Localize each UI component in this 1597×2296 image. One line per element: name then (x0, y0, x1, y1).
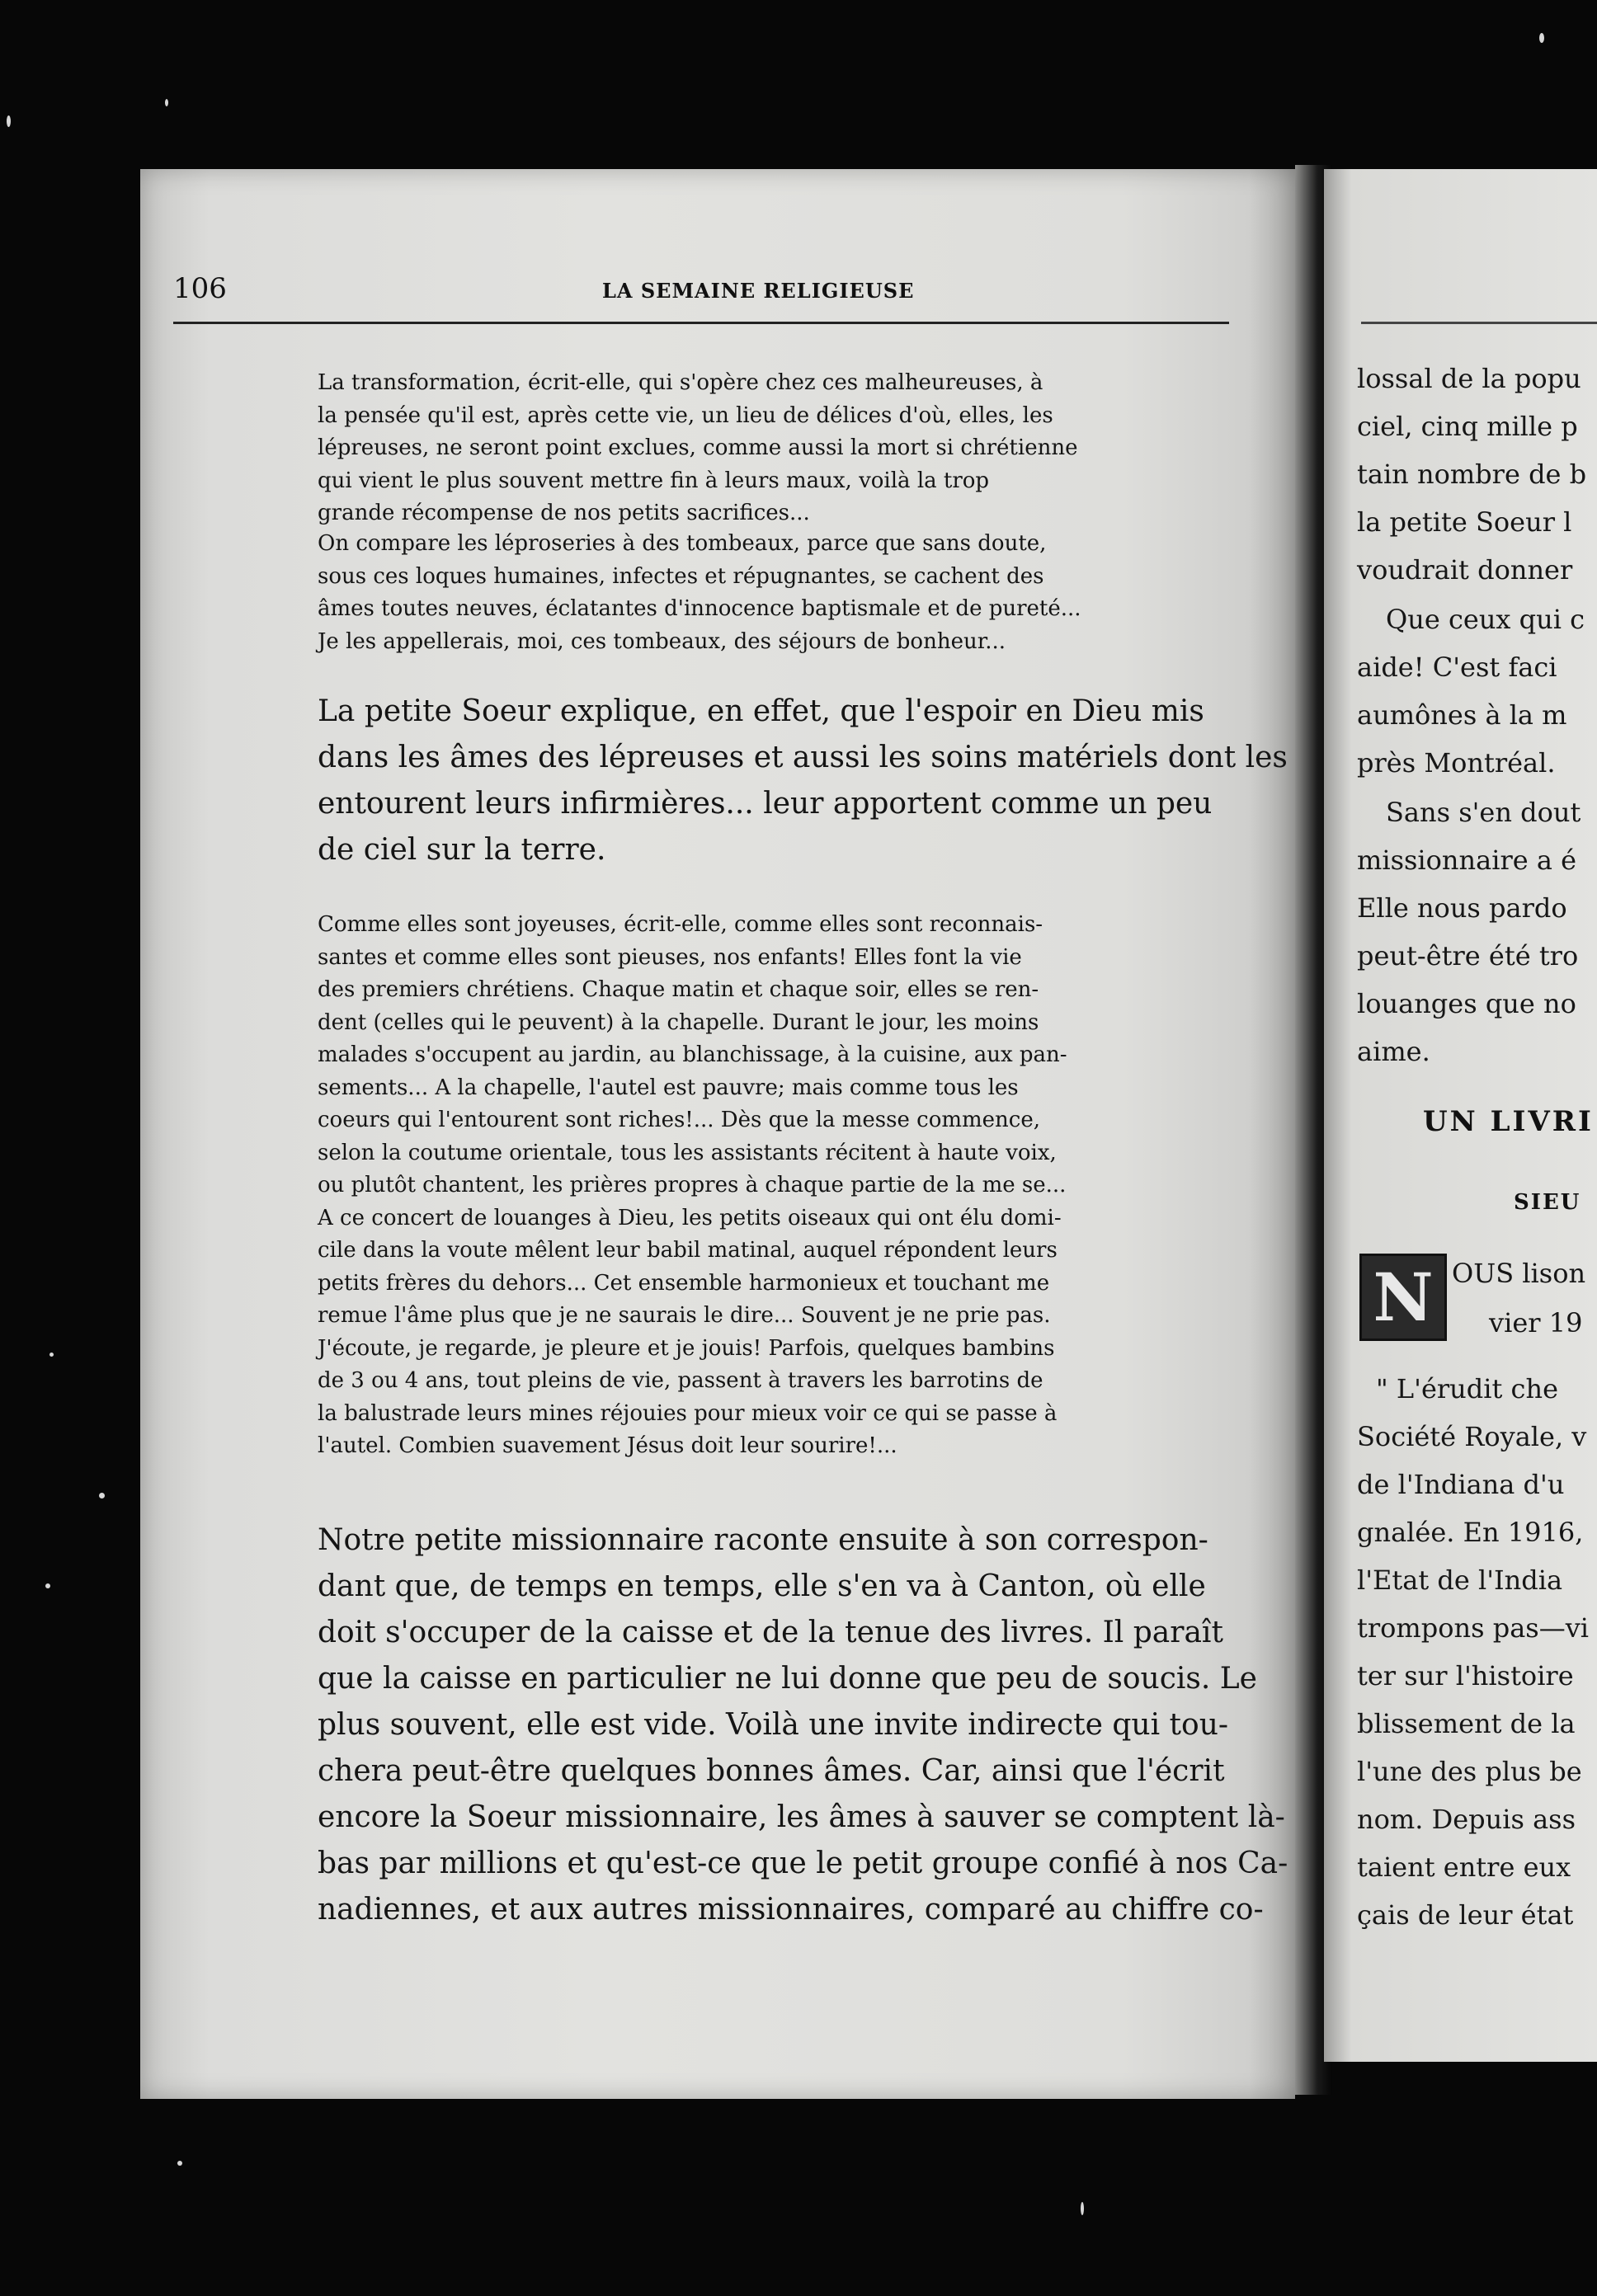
text-line: la pensée qu'il est, après cette vie, un lieu de délices d'où, elles, les (318, 402, 1053, 428)
right-text-line: vier 19 (1489, 1307, 1583, 1339)
right-text-line: çais de leur état (1357, 1899, 1574, 1931)
text-line: Notre petite missionnaire raconte ensuite à son correspon- (318, 1523, 1208, 1557)
right-text-line: aumônes à la m (1357, 699, 1567, 731)
header-rule (173, 322, 1229, 324)
page-number: 106 (173, 272, 227, 305)
text-line: sous ces loques humaines, infectes et répugnantes, se cachent des (318, 563, 1044, 589)
page-header (173, 272, 1225, 322)
text-line: malades s'occupent au jardin, au blanchissage, à la cuisine, aux pan- (318, 1042, 1067, 1067)
right-text-line: Elle nous pardo (1357, 892, 1567, 924)
text-line: remue l'âme plus que je ne saurais le dire... Souvent je ne prie pas. (318, 1303, 1051, 1328)
right-text-line: peut-être été tro (1357, 940, 1579, 972)
text-line: cile dans la voute mêlent leur babil matinal, auquel répondent leurs (318, 1238, 1058, 1263)
right-text-line: près Montréal. (1357, 747, 1556, 779)
right-text-line: aide! C'est faci (1357, 652, 1557, 683)
quote-block-3 (318, 909, 1241, 1463)
text-line: J'écoute, je regarde, je pleure et je jouis! Parfois, quelques bambins (318, 1335, 1055, 1361)
text-line: entourent leurs infirmières... leur apportent comme un peu (318, 787, 1213, 821)
right-text-line: de l'Indiana d'u (1357, 1469, 1565, 1500)
right-text-line: tain nombre de b (1357, 459, 1587, 490)
text-line: coeurs qui l'entourent sont riches!... Dès que la messe commence, (318, 1108, 1041, 1132)
right-text-line: blissement de la (1357, 1708, 1576, 1739)
text-line: chera peut-être quelques bonnes âmes. Car, ainsi que l'écrit (318, 1754, 1225, 1788)
text-line: ou plutôt chantent, les prières propres à chaque partie de la me se... (318, 1173, 1067, 1197)
text-line: de ciel sur la terre. (318, 833, 606, 867)
right-text-line: la petite Soeur l (1357, 506, 1572, 538)
section-heading: UN LIVRI (1423, 1105, 1594, 1138)
right-text-line: l'une des plus be (1357, 1756, 1582, 1787)
right-text-line: Sans s'en dout (1386, 797, 1581, 828)
text-line: plus souvent, elle est vide. Voilà une invite indirecte qui tou- (318, 1708, 1229, 1742)
text-line: On compare les léproseries à des tombeaux, parce que sans doute, (318, 531, 1047, 556)
text-line: Comme elles sont joyeuses, écrit-elle, comme elles sont reconnais- (318, 912, 1043, 937)
text-line: encore la Soeur missionnaire, les âmes à sauver se comptent là- (318, 1800, 1285, 1834)
right-text-line: trompons pas—vi (1357, 1612, 1590, 1644)
right-text-line: " L'érudit che (1376, 1373, 1558, 1404)
running-title: LA SEMAINE RELIGIEUSE (602, 279, 915, 303)
text-line: âmes toutes neuves, éclatantes d'innocence baptismale et de pureté... (318, 596, 1081, 621)
text-line: lépreuses, ne seront point exclues, comme aussi la mort si chrétienne (318, 435, 1078, 460)
right-text-line: Société Royale, v (1357, 1421, 1587, 1452)
paragraph-1 (318, 689, 1288, 873)
right-text-line: ciel, cinq mille p (1357, 411, 1578, 442)
right-text-line: lossal de la popu (1357, 363, 1581, 394)
text-line: que la caisse en particulier ne lui donne que peu de soucis. Le (318, 1662, 1257, 1696)
text-line: l'autel. Combien suavement Jésus doit leur sourire!... (318, 1433, 897, 1458)
text-line: sements... A la chapelle, l'autel est pauvre; mais comme tous les (318, 1075, 1019, 1100)
text-line: la balustrade leurs mines réjouies pour mieux voir ce qui se passe à (318, 1400, 1058, 1426)
paragraph-2 (318, 1517, 1288, 1933)
quote-block-2 (318, 528, 1241, 658)
text-line: La petite Soeur explique, en effet, que l'espoir en Dieu mis (318, 694, 1204, 728)
drop-cap: N (1359, 1254, 1447, 1341)
right-text-line: louanges que no (1357, 988, 1576, 1019)
text-line: A ce concert de louanges à Dieu, les petits oiseaux qui ont élu domi- (318, 1205, 1062, 1230)
right-text-line: OUS lison (1452, 1258, 1586, 1289)
text-line: dans les âmes des lépreuses et aussi les soins matériels dont les (318, 741, 1288, 774)
right-text-line: l'Etat de l'India (1357, 1564, 1563, 1596)
right-text-line: nom. Depuis ass (1357, 1804, 1576, 1835)
quote-block-1 (318, 367, 1241, 530)
text-line: santes et comme elles sont pieuses, nos enfants! Elles font la vie (318, 944, 1022, 970)
text-line: grande récompense de nos petits sacrifices... (318, 501, 810, 525)
text-line: dent (celles qui le peuvent) à la chapelle. Durant le jour, les moins (318, 1009, 1039, 1035)
text-line: de 3 ou 4 ans, tout pleins de vie, passent à travers les barrotins de (318, 1368, 1043, 1393)
text-line: nadiennes, et aux autres missionnaires, comparé au chiffre co- (318, 1893, 1264, 1927)
text-line: Je les appellerais, moi, ces tombeaux, des séjours de bonheur... (318, 628, 1006, 654)
text-line: des premiers chrétiens. Chaque matin et chaque soir, elles se ren- (318, 977, 1039, 1002)
right-text-line: gnalée. En 1916, (1357, 1517, 1584, 1548)
text-line: La transformation, écrit-elle, qui s'opère chez ces malheureuses, à (318, 370, 1043, 395)
text-line: qui vient le plus souvent mettre fin à leurs maux, voilà la trop (318, 468, 990, 493)
right-text-line: Que ceux qui c (1386, 604, 1585, 635)
right-header-rule (1361, 322, 1597, 324)
section-subheading: SIEU (1514, 1190, 1581, 1215)
text-line: doit s'occuper de la caisse et de la tenue des livres. Il paraît (318, 1616, 1223, 1649)
text-line: bas par millions et qu'est-ce que le petit groupe confié à nos Ca- (318, 1847, 1288, 1880)
text-line: petits frères du dehors... Cet ensemble harmonieux et touchant me (318, 1270, 1050, 1296)
text-line: dant que, de temps en temps, elle s'en va à Canton, où elle (318, 1569, 1206, 1603)
right-text-line: missionnaire a é (1357, 845, 1577, 876)
right-text-line: aime. (1357, 1036, 1430, 1067)
text-line: selon la coutume orientale, tous les assistants récitent à haute voix, (318, 1140, 1057, 1165)
right-text-line: taient entre eux (1357, 1851, 1571, 1883)
right-text-line: ter sur l'histoire (1357, 1660, 1574, 1691)
right-text-line: voudrait donner (1357, 554, 1573, 586)
